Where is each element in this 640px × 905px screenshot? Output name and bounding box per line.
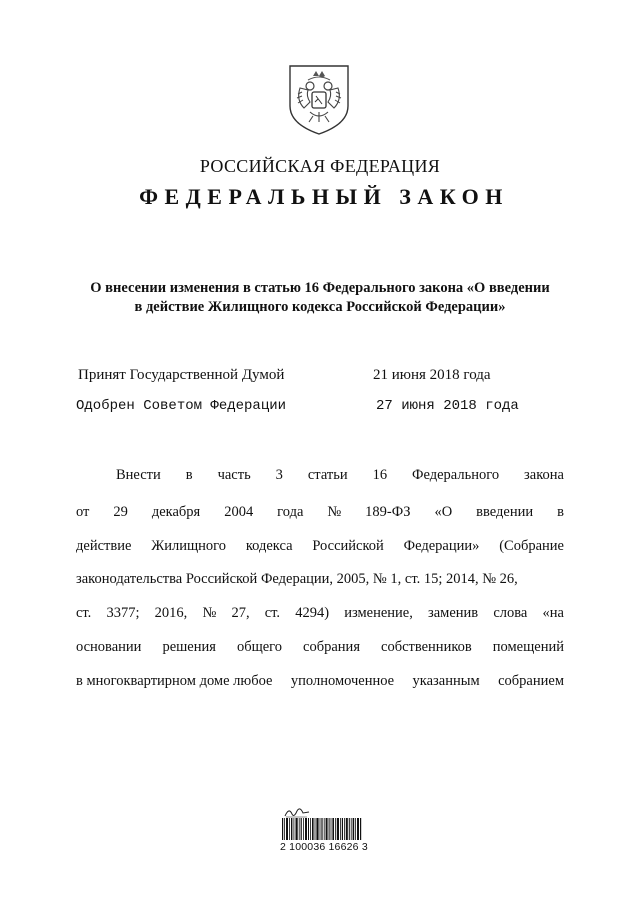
country-name: РОССИЙСКАЯ ФЕДЕРАЦИЯ <box>199 156 441 176</box>
signature-mark-icon <box>283 805 311 819</box>
law-title <box>40 279 600 317</box>
body-line: действие Жилищного кодекса Российской Федерации» (Собрание <box>76 538 564 554</box>
law-title-line: О внесении изменения в статью 16 Федерального закона «О введении <box>90 280 550 296</box>
adopted-by-duma-label: Принят Государственной Думой <box>78 367 285 383</box>
barcode-icon <box>282 818 362 840</box>
body-line: основании решения общего собрания собственников помещений <box>76 639 564 655</box>
body-line: Внести в часть 3 статьи 16 Федерального закона <box>116 467 564 483</box>
state-emblem-icon <box>286 62 352 136</box>
barcode-number: 2 100036 16626 3 <box>280 841 368 853</box>
body-line: законодательства Российской Федерации, 2005, № 1, ст. 15; 2014, № 26, <box>76 571 518 587</box>
law-title-line: в действие Жилищного кодекса Российской Федерации» <box>134 299 506 315</box>
approved-by-council-date: 27 июня 2018 года <box>376 398 519 414</box>
body-line: ст. 3377; 2016, № 27, ст. 4294) изменение, заменив слова «на <box>76 605 564 621</box>
adopted-by-duma-date: 21 июня 2018 года <box>373 367 491 383</box>
body-line: от 29 декабря 2004 года № 189-ФЗ «О введении в <box>76 504 564 520</box>
body-line: в многоквартирном доме любое уполномоченное указанным собранием <box>76 673 564 689</box>
document-type: ФЕДЕРАЛЬНЫЙ ЗАКОН <box>139 184 509 209</box>
approved-by-council-label: Одобрен Советом Федерации <box>76 398 287 414</box>
